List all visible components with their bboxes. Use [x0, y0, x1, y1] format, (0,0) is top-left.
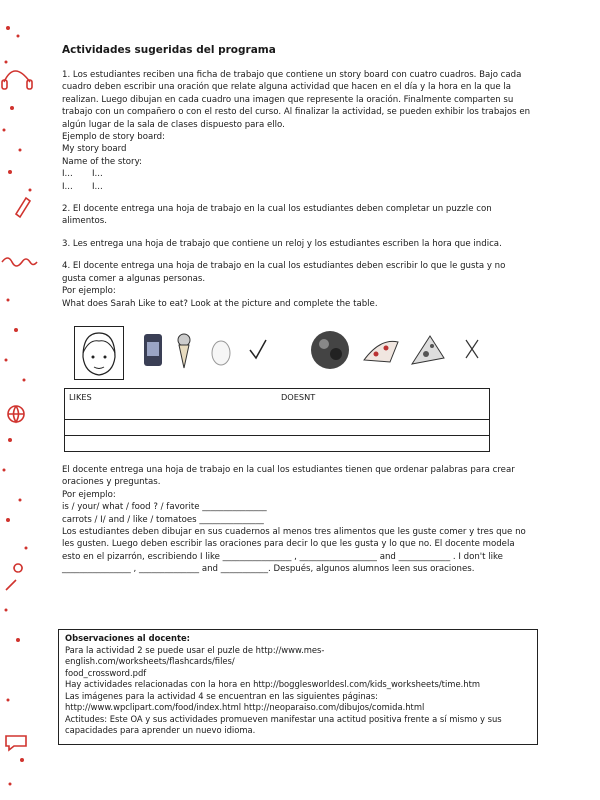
salad-bowl-icon — [310, 328, 350, 372]
notes-title: Observaciones al docente: — [65, 633, 190, 643]
checkmark-icon — [248, 338, 268, 360]
chat-icon — [6, 736, 26, 750]
page-title: Actividades sugeridas del programa — [62, 44, 276, 56]
notes-line: english.com/worksheets/flashcards/files/ — [65, 656, 235, 666]
food-pictures — [62, 326, 532, 384]
table-header-row — [65, 389, 489, 420]
notes-line: http://www.wpclipart.com/food/index.html http://neoparaiso.com/dibujos/comida.html — [65, 702, 425, 712]
microphone-icon — [6, 564, 22, 590]
notes-line: food_crossword.pdf — [65, 667, 147, 678]
doesnt-header: DOESNT — [281, 391, 316, 402]
notes-line: Para la actividad 2 se puede usar el puzle de http://www.mes- — [65, 644, 325, 655]
storyboard-row: I... I... — [62, 181, 103, 192]
girl-face-icon — [74, 326, 124, 380]
activity-2-text: 2. El docente entrega una hoja de trabajo en la cual los estudiantes deben completar un puzzle con alimentos. — [62, 204, 492, 227]
ice-cream-icon — [176, 332, 192, 370]
pizza-slice-icon — [410, 334, 446, 368]
soda-can-icon — [142, 332, 164, 368]
storyboard-name-line: Name of the story: — [62, 156, 142, 167]
table-row — [65, 420, 489, 436]
activity-4-example-label: Por ejemplo: — [62, 286, 116, 297]
storyboard-line: My story board — [62, 144, 127, 155]
document-body — [62, 44, 532, 576]
activity-3-text: 3. Les entrega una hoja de trabajo que contiene un reloj y los estudiantes escriben la hora que indica. — [62, 238, 502, 249]
likes-header: LIKES — [69, 391, 92, 402]
activity-5-text-2: Los estudiantes deben dibujar en sus cuadernos al menos tres alimentos que les guste comer y tres que no les gusten. Luego deben escribir las oraciones para decir lo que les gusta y lo que no. El docente modela esto en el pizarrón, escribiendo I like ________________ , __________________ and ____________ . I don't like ________________ , ______________ and ___________. Después, algunos alumnos leen sus oraciones. — [62, 526, 526, 575]
table-row — [65, 436, 489, 451]
headphones-icon — [4, 71, 30, 82]
activity-5-example-2: carrots / I/ and / like / tomatoes _______________ — [62, 514, 264, 525]
egg-icon — [210, 338, 232, 366]
activity-5-text: El docente entrega una hoja de trabajo en la cual los estudiantes tienen que ordenar palabras para crear oraciones y preguntas. — [62, 464, 515, 488]
notes-line: Las imágenes para la actividad 4 se encuentran en las siguientes páginas: — [65, 690, 378, 701]
likes-table — [64, 388, 490, 452]
activity-1-example-label: Ejemplo de story board: — [62, 132, 165, 143]
notes-line: Actitudes: Este OA y sus actividades promueven manifestar una actitud positiva frente a sí mismo y sus capacidades para aprender un nuevo idioma. — [65, 713, 502, 735]
margin-doodles — [0, 0, 50, 800]
pencil-icon — [16, 198, 30, 217]
storyboard-row: I... I... — [62, 169, 103, 180]
activity-5-example-label: Por ejemplo: — [62, 489, 116, 500]
pizza-slice-icon — [362, 338, 400, 364]
cross-icon — [464, 338, 480, 360]
activity-5-example-1: is / your/ what / food ? / favorite _______________ — [62, 502, 267, 513]
activity-4-question: What does Sarah Like to eat? Look at the picture and complete the table. — [62, 298, 378, 309]
activity-1-text: 1. Los estudiantes reciben una ficha de trabajo que contiene un story board con cuatro cuadros. Bajo cada cuadro deben escribir una oración que relate alguna actividad que hacen en el día y la hora en la que la realizan. Luego dibujan en cada cuadro una imagen que represente la oración. Finalmente comparten su trabajo con un compañero o con el resto del curso. Al finalizar la actividad, se pueden exhibir los trabajos en algún lugar de la sala de clases dispuesto para ello. — [62, 70, 531, 130]
notes-line: Hay actividades relacionadas con la hora en http://bogglesworldesl.com/kids_worksheets/time.htm — [65, 679, 481, 689]
teacher-notes-box — [58, 629, 538, 745]
activity-4-text: 4. El docente entrega una hoja de trabajo en la cual los estudiantes deben escribir lo que le gusta y no gusta comer a algunas personas. — [62, 261, 506, 284]
